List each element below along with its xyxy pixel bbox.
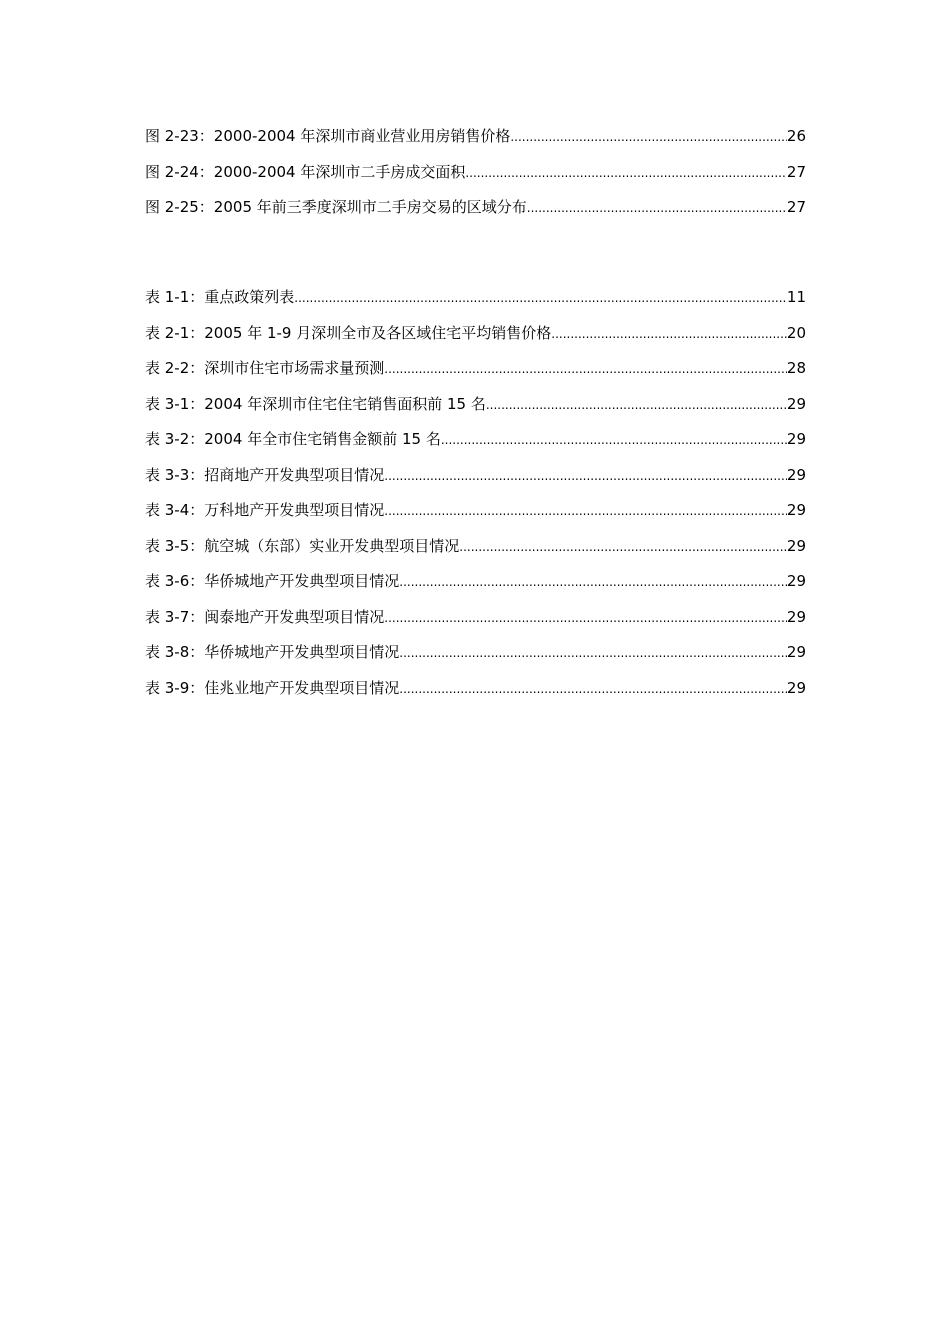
dot-leader [510,125,787,149]
entry-label: 表 3-8：华侨城地产开发典型项目情况 [145,643,400,661]
entry-page-number: 29 [786,572,806,590]
entry-label: 表 3-2：2004 年全市住宅销售金额前 15 名 [145,430,441,448]
toc-entry-table-3-9[interactable] [145,676,806,712]
toc-entry-table-3-4[interactable] [145,498,806,534]
entry-page-number: 28 [786,359,806,377]
dot-leader [527,196,787,220]
toc-entry-table-3-2[interactable] [145,427,806,463]
entry-page-number: 26 [786,127,806,145]
entry-page-number: 29 [786,643,806,661]
toc-entry-figure-2-24[interactable] [145,160,806,196]
toc-entry-figure-2-23[interactable] [145,124,806,160]
entry-page-number: 20 [786,323,806,342]
toc-entry-table-2-2[interactable] [145,356,806,392]
dot-leader [486,393,787,417]
toc-entry-table-2-1[interactable] [145,321,806,357]
table-list [145,285,806,711]
dot-leader [551,322,787,346]
entry-page-number: 29 [786,501,806,519]
entry-label: 表 3-1：2004 年深圳市住宅住宅销售面积前 15 名 [145,394,486,413]
entry-label: 表 3-9：佳兆业地产开发典型项目情况 [145,678,400,697]
entry-label: 表 2-2：深圳市住宅市场需求量预测 [145,359,385,377]
dot-leader [459,535,787,559]
entry-page-number: 11 [786,288,806,306]
toc-entry-table-3-6[interactable] [145,569,806,605]
entry-label: 图 2-24：2000-2004 年深圳市二手房成交面积 [145,162,466,181]
dot-leader [384,357,787,381]
dot-leader [441,428,787,452]
toc-entry-table-3-5[interactable] [145,534,806,570]
entry-label: 表 3-3：招商地产开发典型项目情况 [145,465,385,484]
entry-label: 图 2-25：2005 年前三季度深圳市二手房交易的区域分布 [145,198,527,216]
dot-leader [399,641,787,665]
figure-list [145,124,806,231]
entry-label: 图 2-23：2000-2004 年深圳市商业营业用房销售价格 [145,127,511,145]
entry-label: 表 3-6：华侨城地产开发典型项目情况 [145,572,400,590]
dot-leader [399,677,787,701]
entry-page-number: 27 [786,198,806,216]
entry-page-number: 27 [786,162,806,181]
toc-entry-table-3-8[interactable] [145,640,806,676]
entry-page-number: 29 [786,536,806,555]
toc-entry-table-3-3[interactable] [145,463,806,499]
entry-page-number: 29 [786,607,806,626]
entry-page-number: 29 [786,678,806,697]
entry-page-number: 29 [786,394,806,413]
dot-leader [384,499,787,523]
dot-leader [294,286,787,310]
entry-label: 表 3-4：万科地产开发典型项目情况 [145,501,385,519]
toc-entry-table-3-1[interactable] [145,392,806,428]
entry-label: 表 1-1：重点政策列表 [145,288,295,306]
dot-leader [399,570,787,594]
toc-entry-table-3-7[interactable] [145,605,806,641]
entry-label: 表 3-5：航空城（东部）实业开发典型项目情况 [145,536,460,555]
toc-entry-figure-2-25[interactable] [145,195,806,231]
dot-leader [384,464,787,488]
toc-entry-table-1-1[interactable] [145,285,806,321]
dot-leader [465,161,787,185]
entry-page-number: 29 [786,465,806,484]
dot-leader [384,606,787,630]
entry-label: 表 3-7：闽泰地产开发典型项目情况 [145,607,385,626]
entry-label: 表 2-1：2005 年 1-9 月深圳全市及各区域住宅平均销售价格 [145,323,552,342]
entry-page-number: 29 [786,430,806,448]
